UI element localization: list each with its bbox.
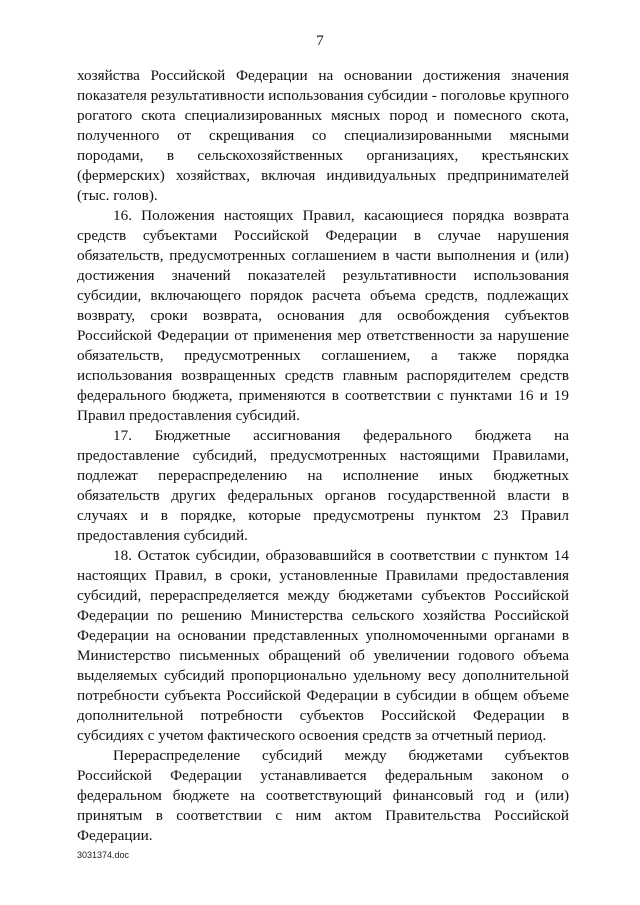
paragraph-16: 16. Положения настоящих Правил, касающиеся порядка возврата средств субъектами Российской Федерации в случае нарушения обязательств, предусмотренных соглашением в части выполнения и (или) достижения значений показателей результативности использования субсидии, включающего порядок расчета объема средств, подлежащих возврату, сроки возврата, основания для освобождения субъектов Российской Федерации от применения мер ответственности за нарушение обязательств, предусмотренных соглашением, а также порядка использования возвращенных средств главным распорядителем средств федерального бюджета, применяются в соответствии с пунктами 16 и 19 Правил предоставления субсидий. xyxy=(77,207,569,424)
paragraph-redistribution: Перераспределение субсидий между бюджетами субъектов Российской Федерации устанавливается федеральным законом о федеральном бюджете на соответствующий финансовый год и (или) принятым в соответствии с ним актом Правительства Российской Федерации. xyxy=(77,747,569,844)
paragraph-18: 18. Остаток субсидии, образовавшийся в соответствии с пунктом 14 настоящих Правил, в сроки, установленные Правилами предоставления субсидий, перераспределяется между бюджетами субъектов Российской Федерации по решению Министерства сельского хозяйства Российской Федерации на основании представленных уполномоченными органами в Министерство письменных обращений об увеличении годового объема выделяемых субсидий пропорционально удельному весу дополнительной потребности субъекта Российской Федерации в субсидии в общем объеме дополнительной потребности субъектов Российской Федерации в субсидиях с учетом фактического освоения средств за отчетный период. xyxy=(77,547,569,744)
document-body xyxy=(77,66,569,846)
paragraph-continuation: хозяйства Российской Федерации на основании достижения значения показателя результативности использования субсидии - поголовье крупного рогатого скота специализированных мясных пород и помесного скота, полученного от скрещивания со специализированными мясными породами, в сельскохозяйственных организациях, крестьянских (фермерских) хозяйствах, включая индивидуальных предпринимателей (тыс. голов). xyxy=(77,67,570,204)
footer-file-name: 3031374.doc xyxy=(77,850,130,860)
page-number: 7 xyxy=(316,33,324,49)
paragraph-17: 17. Бюджетные ассигнования федерального бюджета на предоставление субсидий, предусмотренных настоящими Правилами, подлежат перераспределению на исполнение иных бюджетных обязательств других федеральных органов государственной власти в случаях и в порядке, которые предусмотрены пунктом 23 Правил предоставления субсидий. xyxy=(77,427,569,544)
